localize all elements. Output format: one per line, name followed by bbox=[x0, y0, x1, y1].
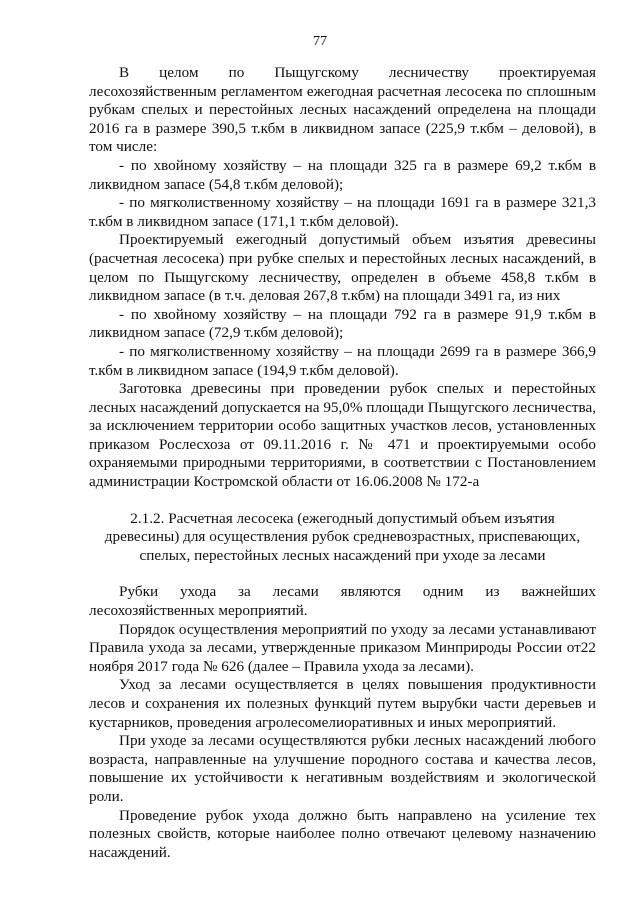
paragraph-total-cutting-area: В целом по Пыщугскому лесничеству проектируемая лесохозяйственным регламентом ежегодная расчетная лесосека по сплошным рубкам спелых и перестойных лесных насаждений определена на площади 2016 га в размере 390,5 т.кбм в ликвидном запасе (225,9 т.кбм – деловой), в том числе: bbox=[89, 64, 596, 156]
paragraph-allowable-volume: Проектируемый ежегодный допустимый объем изъятия древесины (расчетная лесосека) при рубке спелых и перестойных лесных насаждений, в целом по Пыщугскому лесничеству, определен в объеме 458,8 т.кбм в ликвидном запасе (в т.ч. деловая 267,8 т.кбм) на площади 3491 га, из них bbox=[89, 231, 596, 305]
paragraph-care-cuttings: При уходе за лесами осуществляются рубки лесных насаждений любого возраста, направленные на улучшение породного состава и качества лесов, повышение их устойчивости к негативным воздействиям и экологической роли. bbox=[89, 732, 596, 805]
paragraph-softwood-clear-cut: - по мягколиственному хозяйству – на площади 1691 га в размере 321,3 т.кбм в ликвидном запасе (171,1 т.кбм деловой). bbox=[89, 194, 596, 230]
page-number: 77 bbox=[313, 34, 327, 49]
paragraph-coniferous-allowable: - по хвойному хозяйству – на площади 792 га в размере 91,9 т.кбм в ликвидном запасе (72,9 т.кбм деловой); bbox=[89, 305, 596, 342]
paragraph-care-direction: Проведение рубок ухода должно быть направлено на усиление тех полезных свойств, которые наиболее полно отвечают целевому назначению насаждений. bbox=[89, 806, 596, 861]
paragraph-thinning-importance: Рубки ухода за лесами являются одним из важнейших лесохозяйственных мероприятий. bbox=[89, 583, 596, 620]
page-content bbox=[89, 64, 596, 862]
paragraph-softwood-allowable: - по мягколиственному хозяйству – на площади 2699 га в размере 366,9 т.кбм в ликвидном запасе (194,9 т.кбм деловой). bbox=[89, 342, 596, 379]
paragraph-care-rules: Порядок осуществления мероприятий по уходу за лесами устанавливают Правила ухода за лесами, утвержденные приказом Минприроды России от22 ноября 2017 года № 626 (далее – Правила ухода за лесами). bbox=[89, 620, 596, 675]
section-heading: 2.1.2. Расчетная лесосека (ежегодный допустимый объем изъятия древесины) для осуществления рубок средневозрастных, приспевающих, спелых, перестойных лесных насаждений при уходе за лесами bbox=[104, 509, 581, 564]
paragraph-care-goals: Уход за лесами осуществляется в целях повышения продуктивности лесов и сохранения их полезных функций путем вырубки части деревьев и кустарников, проведения агролесомелиоративных и иных мероприятий. bbox=[89, 676, 596, 731]
paragraph-coniferous-clear-cut: - по хвойному хозяйству – на площади 325 га в размере 69,2 т.кбм в ликвидном запасе (54,8 т.кбм деловой); bbox=[89, 156, 596, 193]
paragraph-harvest-restrictions: Заготовка древесины при проведении рубок спелых и перестойных лесных насаждений допускается на 95,0% площади Пыщугского лесничества, за исключением территории особо защитных участков лесов, установленных приказом Рослесхоза от 09.11.2016 г. № 471 и проектируемыми особо охраняемыми природными территориями, в соответствии с Постановлением администрации Костромской области от 16.06.2008 № 172-а bbox=[89, 380, 596, 491]
